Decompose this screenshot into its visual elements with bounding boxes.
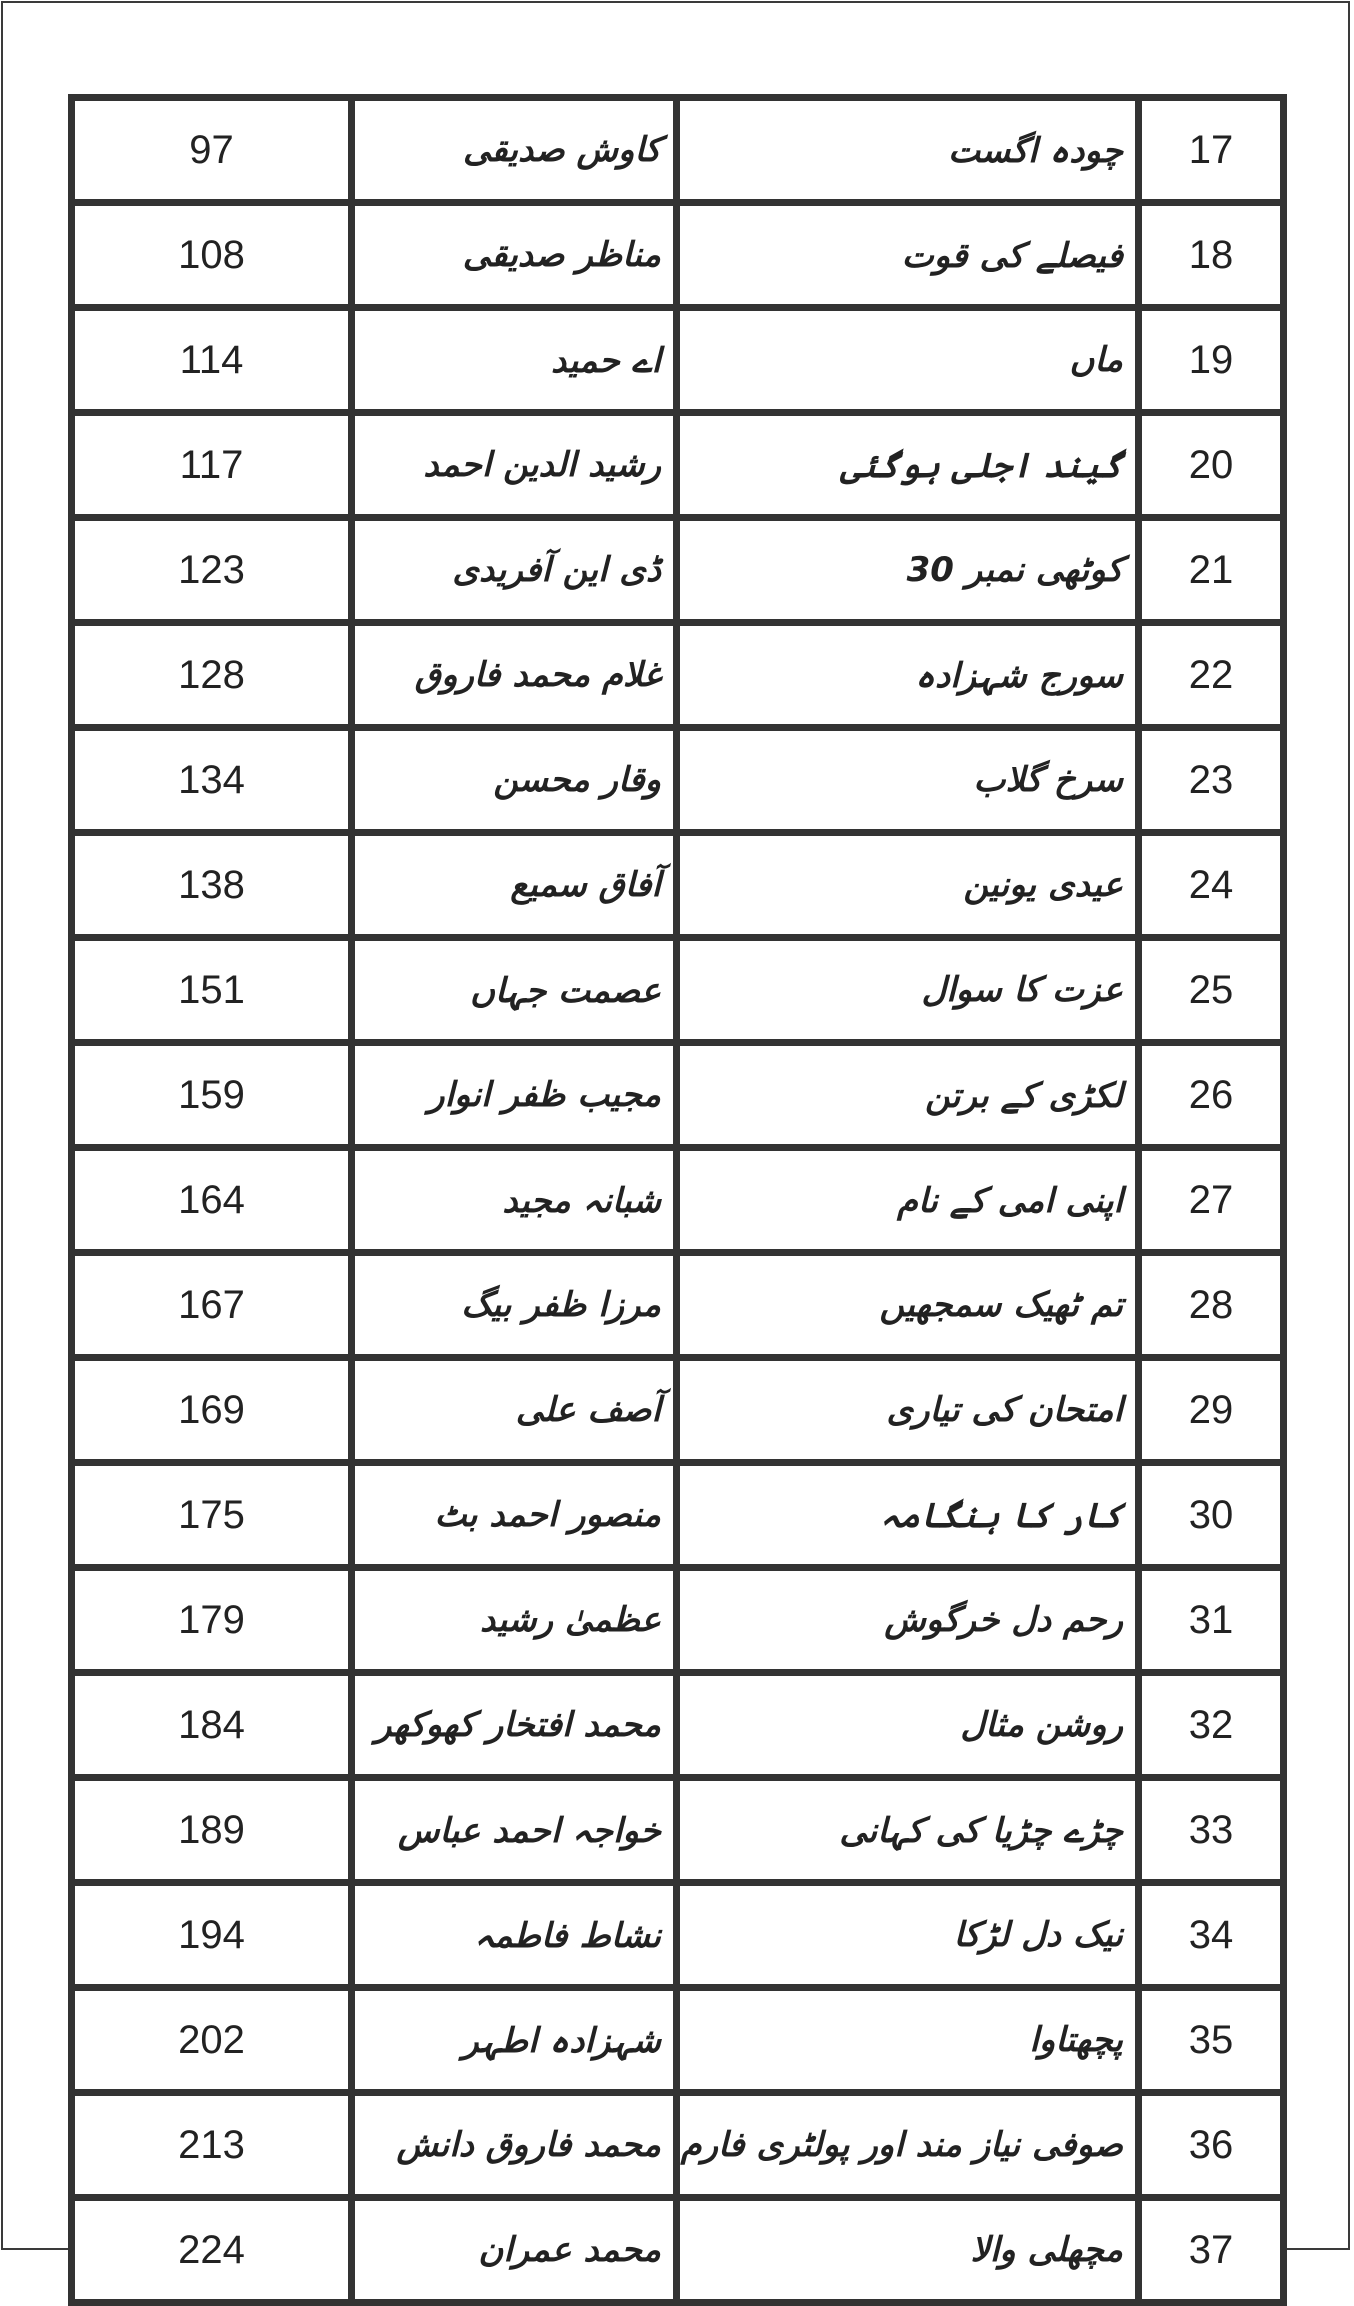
story-title-cell: صوفی نیاز مند اور پولٹری فارم bbox=[677, 2093, 1139, 2198]
page-number-cell: 128 bbox=[72, 623, 352, 728]
toc-row bbox=[72, 938, 1284, 1043]
serial-number-cell: 32 bbox=[1139, 1673, 1284, 1778]
author-cell: نشاط فاطمہ bbox=[352, 1883, 677, 1988]
story-title-cell: چودہ اگست bbox=[677, 98, 1139, 203]
toc-row bbox=[72, 728, 1284, 833]
story-title-cell: چڑے چڑیا کی کہانی bbox=[677, 1778, 1139, 1883]
page-number-cell: 179 bbox=[72, 1568, 352, 1673]
page-number-cell: 138 bbox=[72, 833, 352, 938]
story-title-cell: عیدی یونین bbox=[677, 833, 1139, 938]
story-title-cell: ماں bbox=[677, 308, 1139, 413]
story-title-cell: مچھلی والا bbox=[677, 2198, 1139, 2303]
serial-number-cell: 25 bbox=[1139, 938, 1284, 1043]
story-title-cell: کوٹھی نمبر 30 bbox=[677, 518, 1139, 623]
story-title-cell: رحم دل خرگوش bbox=[677, 1568, 1139, 1673]
author-cell: شبانہ مجید bbox=[352, 1148, 677, 1253]
author-cell: شہزادہ اطہر bbox=[352, 1988, 677, 2093]
toc-row bbox=[72, 1253, 1284, 1358]
serial-number-cell: 26 bbox=[1139, 1043, 1284, 1148]
story-title-cell: فیصلے کی قوت bbox=[677, 203, 1139, 308]
author-cell: رشید الدین احمد bbox=[352, 413, 677, 518]
toc-row bbox=[72, 203, 1284, 308]
toc-row bbox=[72, 1043, 1284, 1148]
page-number-cell: 97 bbox=[72, 98, 352, 203]
author-cell: منصور احمد بٹ bbox=[352, 1463, 677, 1568]
story-title-cell: کار کا ہنگامہ bbox=[677, 1463, 1139, 1568]
serial-number-cell: 18 bbox=[1139, 203, 1284, 308]
story-title-cell: سرخ گلاب bbox=[677, 728, 1139, 833]
serial-number-cell: 17 bbox=[1139, 98, 1284, 203]
author-cell: محمد فاروق دانش bbox=[352, 2093, 677, 2198]
author-cell: آفاق سمیع bbox=[352, 833, 677, 938]
page-number-cell: 151 bbox=[72, 938, 352, 1043]
story-title-cell: عزت کا سوال bbox=[677, 938, 1139, 1043]
author-cell: محمد عمران bbox=[352, 2198, 677, 2303]
contents-table-body bbox=[72, 98, 1284, 2303]
page-number-cell: 164 bbox=[72, 1148, 352, 1253]
author-cell: غلام محمد فاروق bbox=[352, 623, 677, 728]
serial-number-cell: 24 bbox=[1139, 833, 1284, 938]
serial-number-cell: 19 bbox=[1139, 308, 1284, 413]
serial-number-cell: 22 bbox=[1139, 623, 1284, 728]
story-title-cell: سورج شہزادہ bbox=[677, 623, 1139, 728]
author-cell: خواجہ احمد عباس bbox=[352, 1778, 677, 1883]
serial-number-cell: 28 bbox=[1139, 1253, 1284, 1358]
page-number-cell: 108 bbox=[72, 203, 352, 308]
story-title-cell: روشن مثال bbox=[677, 1673, 1139, 1778]
toc-row bbox=[72, 623, 1284, 728]
page-number-cell: 175 bbox=[72, 1463, 352, 1568]
serial-number-cell: 33 bbox=[1139, 1778, 1284, 1883]
toc-row bbox=[72, 833, 1284, 938]
author-cell: عظمیٰ رشید bbox=[352, 1568, 677, 1673]
serial-number-cell: 36 bbox=[1139, 2093, 1284, 2198]
page-number-cell: 114 bbox=[72, 308, 352, 413]
page-number-cell: 184 bbox=[72, 1673, 352, 1778]
toc-row bbox=[72, 1568, 1284, 1673]
page-number-cell: 159 bbox=[72, 1043, 352, 1148]
story-title-cell: نیک دل لڑکا bbox=[677, 1883, 1139, 1988]
toc-row bbox=[72, 1883, 1284, 1988]
toc-row bbox=[72, 308, 1284, 413]
page-number-cell: 224 bbox=[72, 2198, 352, 2303]
author-cell: محمد افتخار کھوکھر bbox=[352, 1673, 677, 1778]
author-cell: مناظر صدیقی bbox=[352, 203, 677, 308]
toc-row bbox=[72, 98, 1284, 203]
author-cell: مرزا ظفر بیگ bbox=[352, 1253, 677, 1358]
toc-row bbox=[72, 2093, 1284, 2198]
serial-number-cell: 29 bbox=[1139, 1358, 1284, 1463]
serial-number-cell: 27 bbox=[1139, 1148, 1284, 1253]
page-number-cell: 202 bbox=[72, 1988, 352, 2093]
toc-row bbox=[72, 1463, 1284, 1568]
serial-number-cell: 31 bbox=[1139, 1568, 1284, 1673]
author-cell: عصمت جہاں bbox=[352, 938, 677, 1043]
author-cell: ڈی این آفریدی bbox=[352, 518, 677, 623]
story-title-cell: تم ٹھیک سمجھیں bbox=[677, 1253, 1139, 1358]
toc-row bbox=[72, 1148, 1284, 1253]
story-title-cell: گیند اجلی ہوگئی bbox=[677, 413, 1139, 518]
story-title-cell: اپنی امی کے نام bbox=[677, 1148, 1139, 1253]
author-cell: کاوش صدیقی bbox=[352, 98, 677, 203]
author-cell: آصف علی bbox=[352, 1358, 677, 1463]
toc-row bbox=[72, 518, 1284, 623]
story-title-cell: پچھتاوا bbox=[677, 1988, 1139, 2093]
serial-number-cell: 35 bbox=[1139, 1988, 1284, 2093]
serial-number-cell: 20 bbox=[1139, 413, 1284, 518]
page-number-cell: 167 bbox=[72, 1253, 352, 1358]
serial-number-cell: 34 bbox=[1139, 1883, 1284, 1988]
serial-number-cell: 21 bbox=[1139, 518, 1284, 623]
page-number-cell: 123 bbox=[72, 518, 352, 623]
toc-row bbox=[72, 1358, 1284, 1463]
author-cell: اے حمید bbox=[352, 308, 677, 413]
toc-row bbox=[72, 1988, 1284, 2093]
author-cell: مجیب ظفر انوار bbox=[352, 1043, 677, 1148]
toc-row bbox=[72, 1778, 1284, 1883]
toc-row bbox=[72, 1673, 1284, 1778]
author-cell: وقار محسن bbox=[352, 728, 677, 833]
toc-row bbox=[72, 413, 1284, 518]
page-number-cell: 169 bbox=[72, 1358, 352, 1463]
page-number-cell: 194 bbox=[72, 1883, 352, 1988]
toc-row bbox=[72, 2198, 1284, 2303]
story-title-cell: لکڑی کے برتن bbox=[677, 1043, 1139, 1148]
serial-number-cell: 23 bbox=[1139, 728, 1284, 833]
page-number-cell: 134 bbox=[72, 728, 352, 833]
page-number-cell: 213 bbox=[72, 2093, 352, 2198]
serial-number-cell: 30 bbox=[1139, 1463, 1284, 1568]
story-title-cell: امتحان کی تیاری bbox=[677, 1358, 1139, 1463]
page-number-cell: 189 bbox=[72, 1778, 352, 1883]
contents-table bbox=[68, 94, 1287, 2306]
page-number-cell: 117 bbox=[72, 413, 352, 518]
serial-number-cell: 37 bbox=[1139, 2198, 1284, 2303]
